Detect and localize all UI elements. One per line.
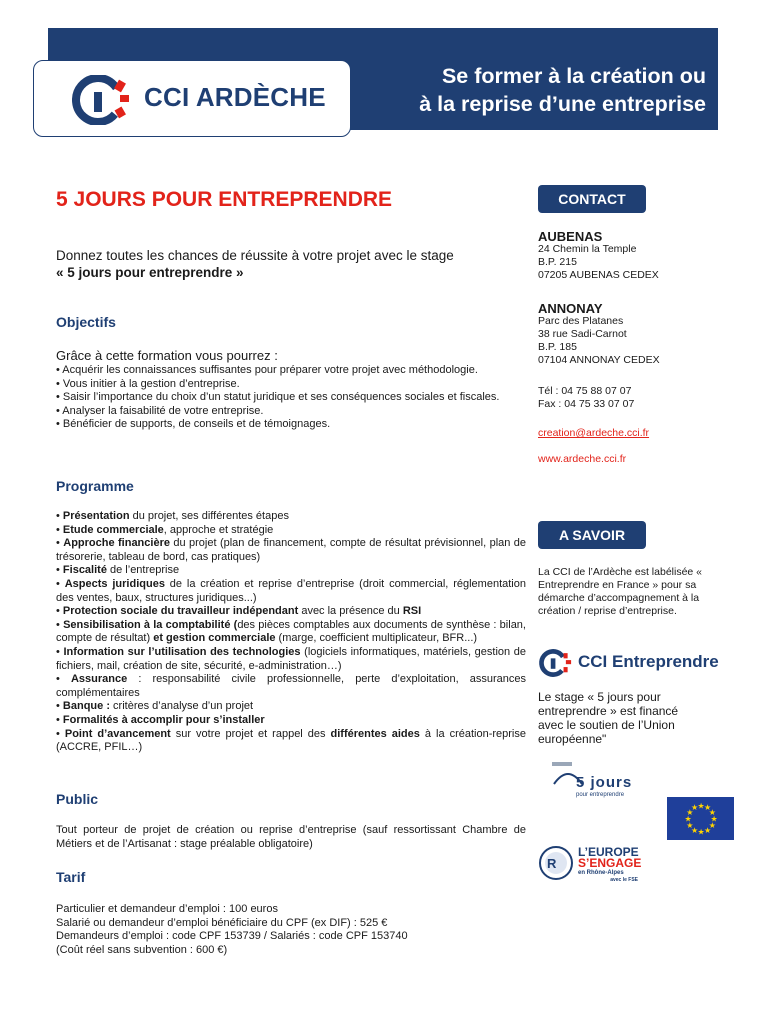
programme-item: • Information sur l’utilisation des technologies (logiciels informatiques, matériels, gestion de fichiers, mail, création de site, sécurité, e-administration…) bbox=[56, 645, 526, 672]
eu-star: ★ bbox=[708, 821, 716, 830]
programme-item-text: du projet (plan de financement, compte de résultat prévisionnel, plan de trésorerie, tableau de bord, cas pratiques) bbox=[56, 537, 527, 563]
five-jours-subtext: pour entreprendre bbox=[576, 792, 625, 798]
tarif-line: Particulier et demandeur d’emploi : 100 euros bbox=[56, 903, 278, 915]
programme-item-bold: RSI bbox=[402, 605, 422, 618]
programme-item-bold: Formalités à accomplir pour s’installer bbox=[62, 713, 265, 726]
contact-badge: CONTACT bbox=[538, 185, 646, 213]
programme-item-bold: Point d’avancement bbox=[64, 727, 171, 740]
eu-star: ★ bbox=[708, 808, 716, 817]
programme-item-text: de l’entreprise bbox=[106, 564, 180, 577]
eu-star: ★ bbox=[684, 814, 692, 824]
programme-item: • Formalités à accomplir pour s’installer bbox=[56, 713, 265, 726]
programme-item-bold: Information sur l’utilisation des technologies bbox=[63, 645, 301, 658]
stage-funding-text: Le stage « 5 jours pour entreprendre » est financé avec le soutien de l’Union européenne" bbox=[538, 690, 679, 746]
tarif-line: Salarié ou demandeur d’emploi bénéficiaire du CPF (ex DIF) : 525 € bbox=[56, 916, 388, 929]
address-line: B.P. 185 bbox=[538, 341, 577, 353]
programme-item-text: sur votre projet et rappel des bbox=[170, 727, 331, 740]
eu-flag bbox=[667, 797, 734, 840]
objectifs-lead: Grâce à cette formation vous pourrez : bbox=[56, 348, 278, 363]
programme-item-bold: Protection sociale du travailleur indépendant bbox=[62, 605, 299, 618]
programme-item: • Protection sociale du travailleur indépendant avec la présence du RSI bbox=[56, 605, 422, 618]
a-savoir-badge: A SAVOIR bbox=[538, 521, 646, 549]
eu-star: ★ bbox=[691, 825, 699, 835]
address-line: 07205 AUBENAS CEDEX bbox=[538, 269, 659, 281]
programme-item-bold: Aspects juridiques bbox=[64, 577, 165, 590]
programme-item-text: : responsabilité civile professionnelle, perte d’exploitation, assurances complémentaires bbox=[56, 673, 526, 699]
page-title bbox=[419, 62, 706, 118]
eu-star: ★ bbox=[691, 803, 699, 813]
tarif-line: Demandeurs d’emploi : code CPF 153739 / Salariés : code CPF 153740 bbox=[56, 930, 408, 943]
programme-item: • Etude commerciale, approche et stratégie bbox=[56, 523, 274, 536]
address-line: Parc des Platanes bbox=[538, 315, 624, 327]
list-item: • Saisir l’importance du choix d’un statut juridique et ses conséquences sociales et fiscales. bbox=[56, 391, 500, 404]
phone-number: Tél : 04 75 88 07 07 bbox=[538, 385, 632, 397]
section-title-objectifs: Objectifs bbox=[56, 314, 116, 330]
programme-item: • Approche financière du projet (plan de financement, compte de résultat prévisionnel, plan de trésorerie, tableau de bord, cas pratiques) bbox=[56, 537, 527, 563]
europe-sengage-text bbox=[578, 847, 641, 883]
programme-item-text: (marge, coefficient multiplicateur, BFR...) bbox=[275, 632, 478, 645]
programme-item-bold: Assurance bbox=[70, 673, 128, 686]
city-name: AUBENAS bbox=[538, 229, 603, 244]
eu-stars-icon bbox=[667, 797, 734, 840]
logo-text: CCI ARDÈCHE bbox=[144, 82, 326, 112]
address-line: 24 Chemin la Temple bbox=[538, 243, 637, 255]
rhone-alpes-icon bbox=[538, 845, 574, 881]
tarif-line: (Coût réel sans subvention : 600 €) bbox=[56, 943, 228, 956]
europe-logo-line: S’ENGAGE bbox=[578, 856, 642, 870]
contact-annonay bbox=[538, 302, 728, 367]
email-link[interactable]: creation@ardeche.cci.fr bbox=[538, 427, 650, 439]
five-jours-logo bbox=[548, 760, 640, 805]
city-name: ANNONAY bbox=[538, 301, 603, 316]
programme-item-bold: Fiscalité bbox=[62, 564, 107, 577]
website-link[interactable]: www.ardeche.cci.fr bbox=[538, 453, 627, 465]
title-line-1: Se former à la création ou bbox=[441, 64, 706, 88]
list-item: • Vous initier à la gestion d’entreprise. bbox=[56, 377, 240, 390]
section-title-tarif: Tarif bbox=[56, 869, 86, 885]
europe-logo-line: en Rhône-Alpes bbox=[578, 870, 624, 876]
title-line-2: à la reprise d’une entreprise bbox=[419, 92, 706, 116]
programme-item-bold: et gestion commerciale bbox=[153, 632, 276, 645]
section-title-programme: Programme bbox=[56, 478, 134, 494]
objectifs-text bbox=[56, 348, 526, 432]
contact-phone bbox=[538, 385, 728, 411]
programme-item: • Banque : critères d’analyse d’un projet bbox=[56, 700, 254, 713]
programme-item: • Présentation du projet, ses différentes étapes bbox=[56, 510, 289, 522]
cci-logo-icon bbox=[538, 645, 574, 681]
svg-text:R: R bbox=[547, 856, 557, 871]
cci-entreprendre-logo bbox=[538, 645, 728, 683]
programme-item-text: critères d’analyse d’un projet bbox=[109, 700, 254, 713]
programme-item: • Aspects juridiques de la création et reprise d’entreprise (droit commercial, réglementation des ventes, baux, structures juridiques...) bbox=[56, 577, 526, 604]
cci-logo-icon bbox=[72, 75, 134, 125]
section-title-public: Public bbox=[56, 791, 99, 807]
programme-item-bold: Sensibilisation à la comptabilité ( bbox=[63, 618, 238, 631]
cci-ardeche-logo bbox=[33, 60, 351, 137]
programme-item-bold: différentes aides bbox=[330, 727, 420, 740]
eu-star: ★ bbox=[710, 814, 718, 824]
fax-number: Fax : 04 75 33 07 07 bbox=[538, 398, 635, 410]
eu-star: ★ bbox=[704, 803, 712, 813]
programme-item-bold: Etude commerciale bbox=[62, 523, 164, 536]
programme-item-bold: Approche financière bbox=[63, 537, 170, 550]
programme-item: • Point d’avancement sur votre projet et rappel des différentes aides à la création-reprise (ACCRE, PFIL…) bbox=[56, 727, 526, 754]
programme-item-text: du projet, ses différentes étapes bbox=[129, 510, 289, 522]
tarif-text bbox=[56, 903, 526, 957]
programme-item-bold: Présentation bbox=[62, 510, 130, 522]
programme-item-bold: Banque : bbox=[62, 700, 110, 713]
eu-star: ★ bbox=[697, 801, 705, 811]
programme-item: • Fiscalité de l’entreprise bbox=[56, 564, 180, 577]
europe-logo-line: L’EUROPE bbox=[578, 845, 639, 859]
list-item: • Analyser la faisabilité de votre entreprise. bbox=[56, 404, 264, 417]
programme-item: • Sensibilisation à la comptabilité (des pièces comptables aux documents de synthèse : bilan, compte de résultat) et gestion commerciale (marge, coefficient multiplicateur, BFR...) bbox=[56, 618, 526, 645]
programme-item-text: , approche et stratégie bbox=[163, 523, 274, 536]
programme-item-text: à la création-reprise (ACCRE, PFIL…) bbox=[56, 727, 526, 754]
address-line: 38 rue Sadi-Carnot bbox=[538, 328, 627, 340]
europe-logo-line: avec le FSE bbox=[610, 877, 638, 883]
eu-star: ★ bbox=[697, 827, 705, 837]
eu-star: ★ bbox=[686, 808, 694, 817]
address-line: 07104 ANNONAY CEDEX bbox=[538, 354, 660, 366]
programme-item-text: des pièces comptables aux documents de synthèse : bilan, compte de résultat) bbox=[56, 618, 526, 645]
eu-star: ★ bbox=[686, 821, 694, 830]
intro-line-1: Donnez toutes les chances de réussite à votre projet avec le stage bbox=[56, 248, 454, 263]
intro-line-2: « 5 jours pour entreprendre » bbox=[56, 265, 244, 280]
address-line: B.P. 215 bbox=[538, 256, 577, 268]
contact-aubenas bbox=[538, 230, 728, 282]
programme-item-text: (logiciels informatiques, matériels, gestion de fichiers, mail, création de site, sécurité, e-administration…) bbox=[56, 645, 526, 672]
programme-item-text: avec la présence du bbox=[298, 605, 403, 618]
cci-entreprendre-text: CCI Entreprendre bbox=[578, 652, 719, 671]
europe-sengage-logo bbox=[538, 841, 648, 886]
public-text: Tout porteur de projet de création ou reprise d’entreprise (sauf ressortissant Chambre de Métiers et de l’Artisanat : stage préalable obligatoire) bbox=[56, 824, 526, 850]
programme-list bbox=[56, 510, 526, 755]
intro-text bbox=[56, 247, 526, 281]
a-savoir-text: La CCI de l’Ardèche est labélisée « Entreprendre en France » pour sa démarche d’accompagnement à la création / reprise d’entreprise. bbox=[538, 566, 703, 617]
programme-item: • Assurance : responsabilité civile professionnelle, perte d’exploitation, assurances complémentaires bbox=[56, 673, 526, 699]
eu-star: ★ bbox=[704, 825, 712, 835]
main-heading: 5 JOURS POUR ENTREPRENDRE bbox=[56, 188, 393, 211]
list-item: • Bénéficier de supports, de conseils et de témoignages. bbox=[56, 418, 331, 431]
five-jours-text: 5 jours bbox=[576, 774, 633, 791]
programme-item-text: de la création et reprise d’entreprise (droit commercial, réglementation des ventes, baux, structures juridiques...) bbox=[56, 577, 526, 604]
list-item: • Acquérir les connaissances suffisantes pour préparer votre projet avec méthodologie. bbox=[56, 364, 478, 376]
